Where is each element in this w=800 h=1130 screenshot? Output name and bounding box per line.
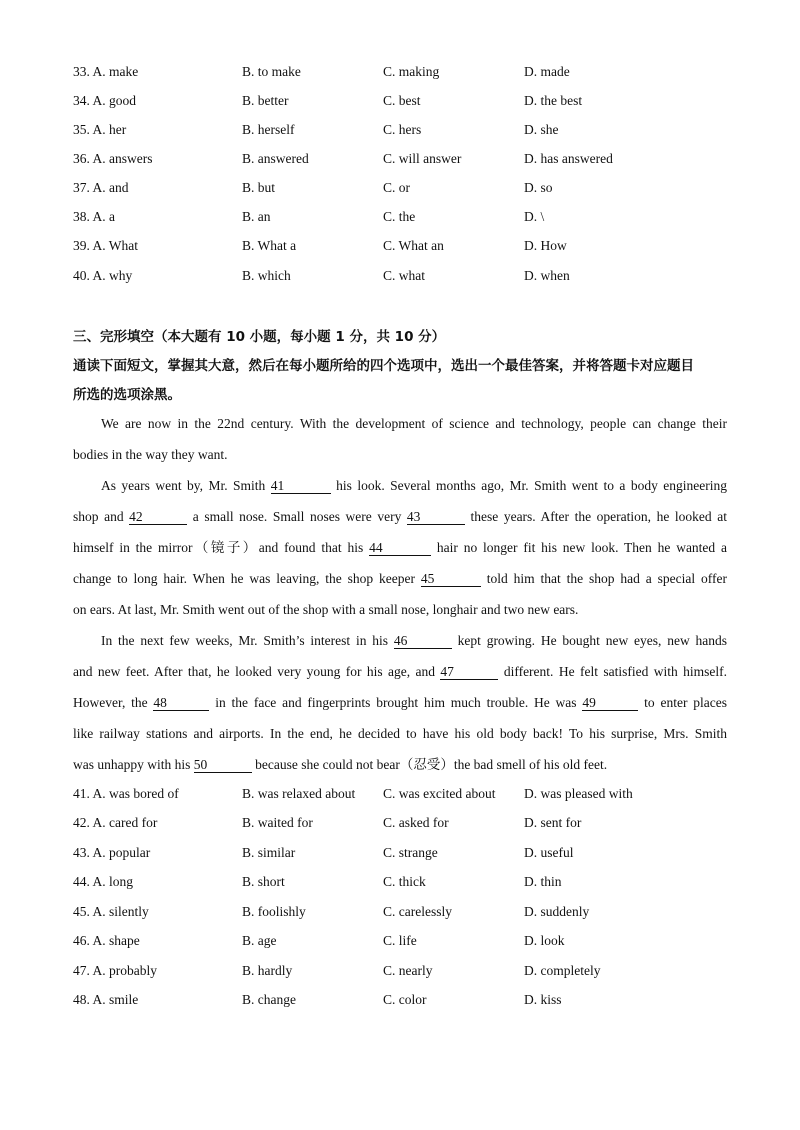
- passage-line: [73, 532, 727, 563]
- option-b: B. hardly: [242, 963, 293, 978]
- text: his look. Several months ago, Mr. Smith went to a body engineering: [330, 478, 727, 493]
- option-d: D. look: [524, 933, 565, 948]
- option-c: C. life: [383, 933, 417, 948]
- option-c: C. color: [383, 992, 427, 1007]
- question-40-options: [0, 268, 800, 288]
- text: shop and: [73, 509, 130, 524]
- blank-41: 41: [271, 479, 331, 494]
- question-39-options: [0, 238, 800, 258]
- text: these years. After the operation, he looked at: [464, 509, 727, 524]
- option-b: B. which: [242, 268, 291, 283]
- option-b: B. was relaxed about: [242, 786, 356, 801]
- text: in the face and fingerprints brought him much trouble. He was: [209, 695, 583, 710]
- option-d: D. has answered: [524, 151, 613, 166]
- option-d: D. How: [524, 238, 567, 253]
- option-d: D. was pleased with: [524, 786, 633, 801]
- text: different. He felt satisfied with himself.: [498, 664, 727, 679]
- text: a small nose. Small noses were very: [187, 509, 407, 524]
- section-title: 三、完形填空（本大题有 10 小题，每小题 1 分，共 10 分）: [73, 329, 446, 345]
- option-c: C. will answer: [383, 151, 462, 166]
- option-a: 40. A. why: [73, 268, 133, 283]
- option-c: C. What an: [383, 238, 444, 253]
- text: himself in the mirror（镜子）and found that his: [73, 540, 370, 555]
- passage-line: [73, 470, 727, 501]
- option-d: D. when: [524, 268, 570, 283]
- text: hair no longer fit his new look. Then he wanted a: [431, 540, 728, 555]
- blank-47: 47: [440, 665, 498, 680]
- option-c: C. thick: [383, 874, 426, 889]
- option-b: B. change: [242, 992, 296, 1007]
- option-c: C. carelessly: [383, 904, 452, 919]
- text: told him that the shop had a special offer: [480, 571, 727, 586]
- option-c: C. asked for: [383, 815, 449, 830]
- blank-45: 45: [421, 572, 481, 587]
- option-b: B. What a: [242, 238, 297, 253]
- option-a: 47. A. probably: [73, 963, 157, 978]
- option-b: B. age: [242, 933, 277, 948]
- blank-46: 46: [394, 634, 452, 649]
- text: As years went by, Mr. Smith: [101, 478, 271, 493]
- question-42-options: [0, 815, 800, 835]
- option-d: D. made: [524, 64, 570, 79]
- option-a: 38. A. a: [73, 209, 115, 224]
- passage: [73, 408, 727, 780]
- option-a: 46. A. shape: [73, 933, 140, 948]
- option-b: B. similar: [242, 845, 296, 860]
- option-b: B. herself: [242, 122, 295, 137]
- section-instruction-line-2: 所选的选项涂黑。: [73, 387, 181, 403]
- question-41-options: [0, 786, 800, 806]
- option-d: D. useful: [524, 845, 574, 860]
- option-d: D. she: [524, 122, 559, 137]
- option-c: C. the: [383, 209, 416, 224]
- option-b: B. better: [242, 93, 289, 108]
- passage-line: [73, 687, 727, 718]
- option-b: B. waited for: [242, 815, 313, 830]
- option-a: 39. A. What: [73, 238, 138, 253]
- option-c: C. or: [383, 180, 410, 195]
- option-c: C. making: [383, 64, 440, 79]
- passage-line: [73, 501, 727, 532]
- option-b: B. foolishly: [242, 904, 306, 919]
- option-b: B. an: [242, 209, 271, 224]
- option-a: 45. A. silently: [73, 904, 149, 919]
- option-a: 41. A. was bored of: [73, 786, 179, 801]
- option-a: 42. A. cared for: [73, 815, 158, 830]
- question-35-options: [0, 122, 800, 142]
- text: to enter places: [638, 695, 727, 710]
- question-34-options: [0, 93, 800, 113]
- question-36-options: [0, 151, 800, 171]
- question-37-options: [0, 180, 800, 200]
- passage-line: [73, 656, 727, 687]
- option-a: 37. A. and: [73, 180, 129, 195]
- passage-line: on ears. At last, Mr. Smith went out of the shop with a small nose, longhair and two new ears.: [73, 602, 579, 617]
- blank-43: 43: [407, 510, 465, 525]
- question-47-options: [0, 963, 800, 983]
- question-33-options: [0, 64, 800, 84]
- option-b: B. short: [242, 874, 285, 889]
- passage-line: We are now in the 22nd century. With the development of science and technology, people can change their: [101, 416, 727, 431]
- option-d: D. so: [524, 180, 553, 195]
- text: and new feet. After that, he looked very young for his age, and: [73, 664, 441, 679]
- option-c: C. strange: [383, 845, 438, 860]
- option-c: C. what: [383, 268, 425, 283]
- blank-44: 44: [369, 541, 431, 556]
- option-b: B. to make: [242, 64, 301, 79]
- option-d: D. the best: [524, 93, 583, 108]
- question-45-options: [0, 904, 800, 924]
- option-a: 43. A. popular: [73, 845, 151, 860]
- text: kept growing. He bought new eyes, new hands: [451, 633, 728, 648]
- passage-line: bodies in the way they want.: [73, 447, 228, 462]
- blank-42: 42: [129, 510, 187, 525]
- blank-48: 48: [153, 696, 209, 711]
- option-c: C. nearly: [383, 963, 433, 978]
- passage-line: [73, 749, 727, 780]
- text: was unhappy with his: [73, 757, 194, 772]
- option-a: 34. A. good: [73, 93, 137, 108]
- option-d: D. completely: [524, 963, 601, 978]
- question-48-options: [0, 992, 800, 1012]
- question-38-options: [0, 209, 800, 229]
- text: In the next few weeks, Mr. Smith’s interest in his: [101, 633, 394, 648]
- option-d: D. \: [524, 209, 545, 224]
- option-b: B. but: [242, 180, 276, 195]
- option-a: 48. A. smile: [73, 992, 139, 1007]
- question-44-options: [0, 874, 800, 894]
- option-d: D. thin: [524, 874, 562, 889]
- text: because she could not bear（忍受）the bad smell of his old feet.: [251, 757, 608, 772]
- option-b: B. answered: [242, 151, 309, 166]
- passage-line: like railway stations and airports. In the end, he decided to have his old body back! To his surprise, Mrs. Smith: [73, 726, 727, 741]
- question-43-options: [0, 845, 800, 865]
- option-d: D. suddenly: [524, 904, 590, 919]
- option-c: C. was excited about: [383, 786, 496, 801]
- option-a: 44. A. long: [73, 874, 134, 889]
- blank-49: 49: [582, 696, 638, 711]
- blank-50: 50: [194, 758, 252, 773]
- option-d: D. kiss: [524, 992, 562, 1007]
- passage-line: [73, 625, 727, 656]
- option-c: C. hers: [383, 122, 422, 137]
- section-instruction-line-1: 通读下面短文，掌握其大意，然后在每小题所给的四个选项中，选出一个最佳答案，并将答题卡对应题目: [73, 358, 694, 374]
- option-a: 35. A. her: [73, 122, 127, 137]
- text: However, the: [73, 695, 154, 710]
- option-c: C. best: [383, 93, 421, 108]
- option-a: 36. A. answers: [73, 151, 153, 166]
- question-46-options: [0, 933, 800, 953]
- option-d: D. sent for: [524, 815, 582, 830]
- passage-line: [73, 563, 727, 594]
- option-a: 33. A. make: [73, 64, 139, 79]
- text: change to long hair. When he was leaving, the shop keeper: [73, 571, 421, 586]
